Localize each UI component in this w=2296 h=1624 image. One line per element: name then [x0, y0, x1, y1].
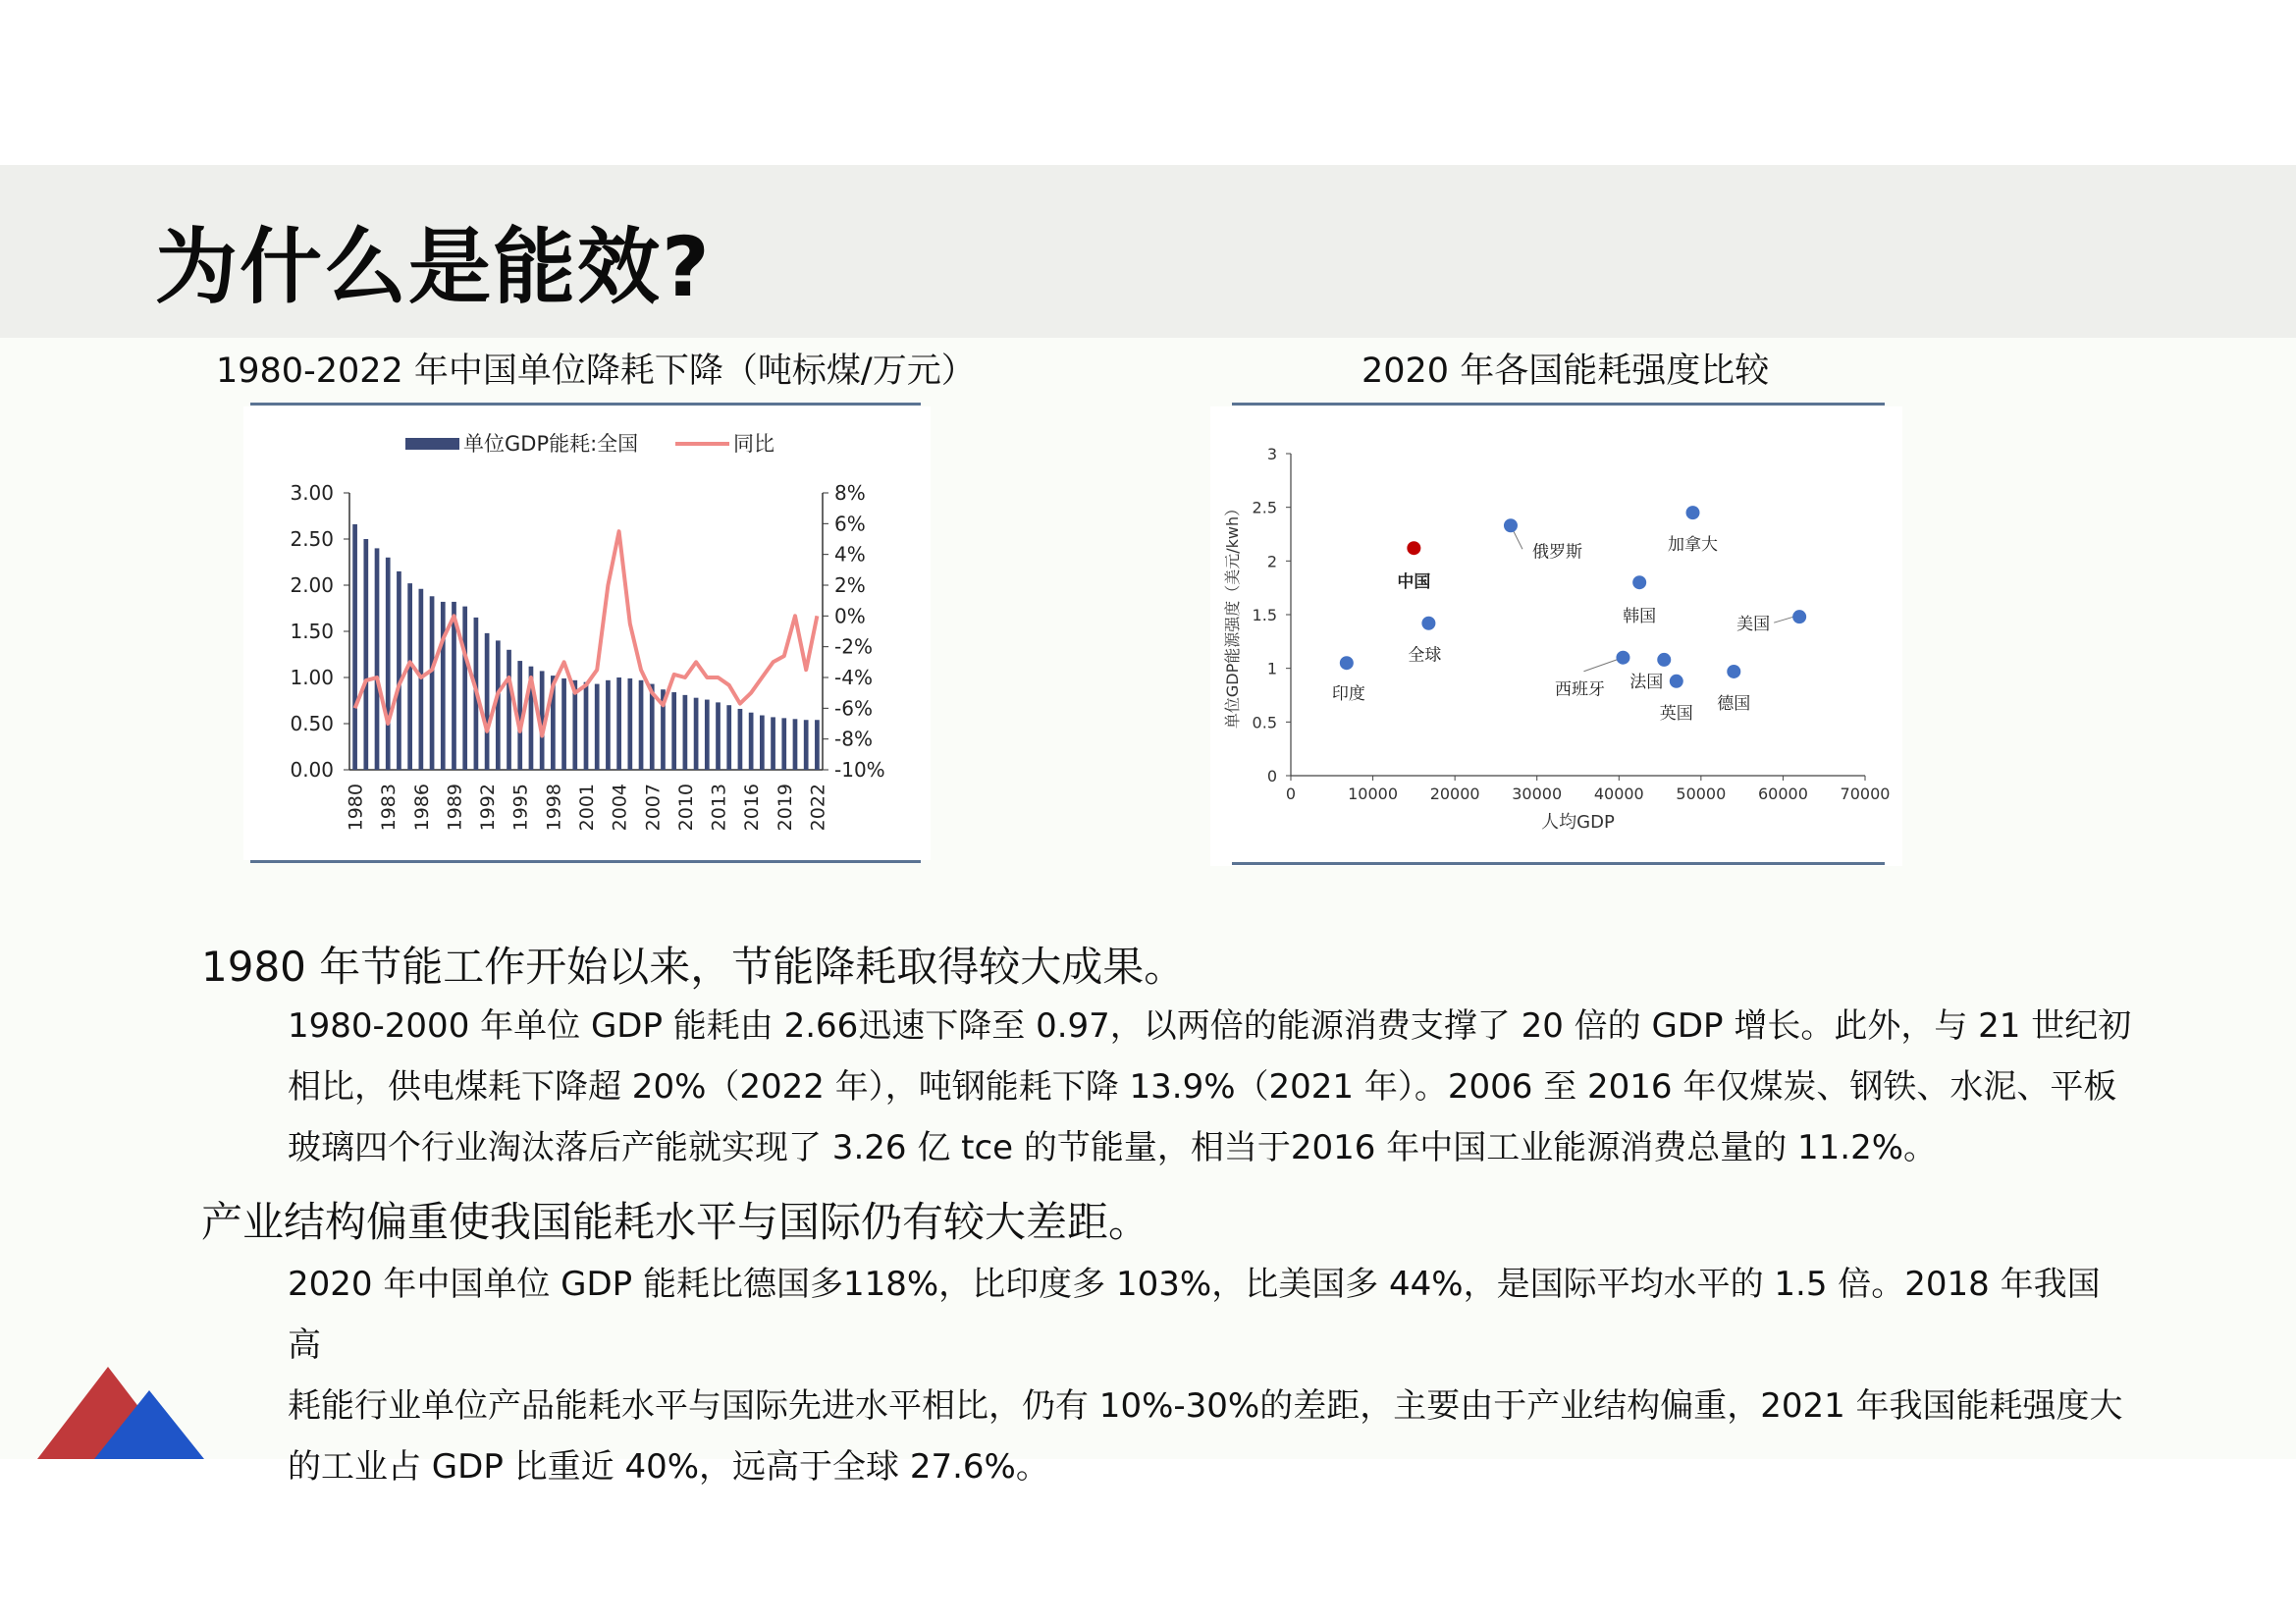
y-right-tick-label: -6%	[834, 696, 873, 721]
y-left-tick-label: 0.00	[290, 758, 334, 782]
y-tick-label: 3	[1266, 445, 1277, 463]
legend-label: 同比	[733, 432, 774, 456]
right-scatter-chart	[1210, 406, 1902, 866]
point-label: 加拿大	[1668, 535, 1718, 556]
y-axis-label: 单位GDP能源强度（美元/kwh）	[1223, 500, 1242, 730]
right-chart-top-rule	[1232, 403, 1885, 406]
bar-1994	[507, 650, 511, 770]
bar-2016	[749, 713, 754, 770]
y-right-tick-label: -4%	[834, 666, 873, 689]
bar-2013	[716, 702, 721, 770]
y-right-tick-label: 4%	[834, 542, 866, 567]
point-label: 西班牙	[1554, 679, 1605, 700]
section-2-line: 的工业占 GDP 比重近 40%，远高于全球 27.6%。	[288, 1447, 1049, 1487]
section-2-body	[288, 1254, 2133, 1497]
x-tick-label: 2013	[708, 784, 730, 832]
y-left-tick-label: 3.00	[290, 481, 334, 505]
bar-2019	[781, 718, 786, 770]
y-right-tick-label: 2%	[834, 573, 866, 597]
section-1-line: 玻璃四个行业淘汰落后产能就实现了 3.26 亿 tce 的节能量，相当于2016 年中国工业能源消费总量的 11.2%。	[288, 1128, 1938, 1167]
point-label: 德国	[1717, 693, 1751, 714]
y-tick-label: 2	[1266, 552, 1277, 571]
bar-2003	[606, 680, 611, 770]
point-德国	[1727, 665, 1740, 678]
section-2-line: 耗能行业单位产品能耗水平与国际先进水平相比，仍有 10%-30%的差距，主要由于产业结构偏重，2021 年我国能耗强度大	[288, 1386, 2123, 1426]
bar-2022	[815, 720, 820, 770]
bar-1982	[375, 548, 380, 770]
x-tick-label: 2007	[642, 784, 665, 832]
x-tick-label: 1986	[410, 784, 433, 832]
x-tick-label: 60000	[1757, 785, 1808, 803]
bar-1990	[462, 607, 467, 770]
point-label: 法国	[1629, 672, 1664, 692]
x-tick-label: 1980	[345, 784, 367, 832]
right-chart-bottom-rule	[1232, 862, 1885, 865]
x-tick-label: 1992	[477, 784, 500, 832]
x-tick-label: 1983	[378, 784, 400, 832]
left-chart-top-rule	[250, 403, 921, 406]
x-tick-label: 1998	[543, 784, 565, 832]
point-label: 美国	[1736, 615, 1771, 635]
point-加拿大	[1686, 506, 1700, 519]
bar-2004	[616, 677, 621, 770]
section-1-body	[288, 996, 2133, 1178]
x-tick-label: 2022	[807, 784, 829, 832]
x-tick-label: 2010	[674, 784, 697, 832]
x-tick-label: 2001	[576, 784, 598, 832]
bar-2005	[627, 678, 632, 770]
bar-2006	[639, 680, 644, 770]
bar-1988	[441, 602, 446, 770]
y-right-tick-label: 6%	[834, 512, 866, 536]
right-chart-caption: 2020 年各国能耗强度比较	[1362, 352, 1770, 391]
left-chart-box	[243, 406, 931, 860]
x-tick-label: 2016	[741, 784, 764, 832]
point-label: 英国	[1659, 703, 1693, 724]
x-tick-label: 40000	[1593, 785, 1644, 803]
bar-2012	[705, 700, 710, 770]
right-chart-box	[1210, 406, 1902, 866]
section-2-line: 2020 年中国单位 GDP 能耗比德国多118%，比印度多 103%，比美国多 44%，是国际平均水平的 1.5 倍。2018 年我国高	[288, 1265, 2101, 1365]
legend-label: 单位GDP能耗:全国	[463, 432, 639, 456]
x-tick-label: 2004	[609, 784, 631, 832]
bar-1980	[352, 524, 357, 770]
x-tick-label: 1995	[509, 784, 532, 832]
section-2-heading: 产业结构偏重使我国能耗水平与国际仍有较大差距。	[201, 1198, 1150, 1246]
y-right-tick-label: -10%	[834, 758, 885, 782]
x-tick-label: 1989	[444, 784, 466, 832]
y-tick-label: 0.5	[1252, 713, 1277, 732]
leader-line	[1513, 529, 1522, 549]
y-right-tick-label: 8%	[834, 481, 866, 505]
x-tick-label: 50000	[1676, 785, 1727, 803]
point-label: 俄罗斯	[1531, 542, 1582, 563]
bar-2021	[804, 720, 809, 770]
y-tick-label: 2.5	[1252, 498, 1277, 517]
point-西班牙	[1616, 651, 1629, 665]
bar-1992	[485, 633, 490, 770]
x-tick-label: 30000	[1512, 785, 1563, 803]
y-left-tick-label: 2.00	[290, 573, 334, 597]
bar-2011	[694, 698, 699, 770]
x-tick-label: 20000	[1429, 785, 1480, 803]
y-left-tick-label: 1.50	[290, 620, 334, 643]
leader-line	[1774, 617, 1793, 623]
y-tick-label: 1	[1266, 659, 1277, 678]
corner-triangles-decoration	[37, 1367, 204, 1459]
bar-2002	[595, 684, 600, 770]
x-tick-label: 0	[1285, 785, 1297, 803]
bar-1983	[386, 558, 391, 770]
y-right-tick-label: -8%	[834, 727, 873, 751]
point-俄罗斯	[1504, 518, 1518, 532]
bar-2017	[760, 716, 765, 770]
x-tick-label: 10000	[1348, 785, 1399, 803]
y-left-tick-label: 2.50	[290, 527, 334, 551]
point-label: 印度	[1331, 684, 1365, 705]
x-tick-label: 70000	[1840, 785, 1891, 803]
left-bar-line-chart	[243, 406, 931, 860]
legend-bar-swatch	[405, 438, 459, 450]
x-axis-label: 人均GDP	[1541, 812, 1615, 833]
bar-1984	[397, 571, 401, 770]
section-1-line: 相比，供电煤耗下降超 20%（2022 年），吨钢能耗下降 13.9%（2021 年）。2006 至 2016 年仅煤炭、钢铁、水泥、平板	[288, 1067, 2117, 1107]
point-中国	[1407, 541, 1420, 555]
y-right-tick-label: 0%	[834, 604, 866, 628]
point-美国	[1792, 610, 1806, 623]
bar-2015	[738, 709, 743, 770]
point-label: 中国	[1397, 572, 1431, 593]
bar-2010	[683, 695, 688, 770]
left-chart-bottom-rule	[250, 860, 921, 863]
left-chart-caption: 1980-2022 年中国单位降耗下降（吨标煤/万元）	[216, 352, 976, 391]
bar-1999	[561, 678, 566, 770]
x-tick-label: 2019	[774, 784, 796, 832]
bar-1981	[363, 539, 368, 770]
bar-2020	[793, 719, 798, 770]
leader-line	[1583, 660, 1617, 672]
section-1-heading: 1980 年节能工作开始以来，节能降耗取得较大成果。	[201, 943, 1186, 991]
y-right-tick-label: -2%	[834, 634, 873, 659]
bar-1985	[407, 583, 412, 770]
section-1-line: 1980-2000 年单位 GDP 能耗由 2.66迅速下降至 0.97，以两倍的能源消费支撑了 20 倍的 GDP 增长。此外，与 21 世纪初	[288, 1006, 2132, 1046]
y-left-tick-label: 1.00	[290, 666, 334, 689]
point-label: 韩国	[1623, 607, 1657, 627]
bar-2009	[671, 692, 676, 770]
point-全球	[1421, 617, 1435, 630]
y-tick-label: 0	[1266, 767, 1277, 785]
y-tick-label: 1.5	[1252, 606, 1277, 624]
bar-2018	[771, 717, 775, 770]
point-法国	[1657, 653, 1671, 667]
point-英国	[1670, 675, 1683, 688]
bar-2001	[584, 682, 589, 770]
page-title: 为什么是能效?	[155, 219, 712, 315]
point-韩国	[1632, 575, 1646, 589]
y-left-tick-label: 0.50	[290, 712, 334, 735]
point-label: 全球	[1408, 645, 1442, 666]
bar-2014	[726, 705, 731, 770]
bar-1987	[430, 596, 435, 770]
point-印度	[1340, 656, 1354, 670]
